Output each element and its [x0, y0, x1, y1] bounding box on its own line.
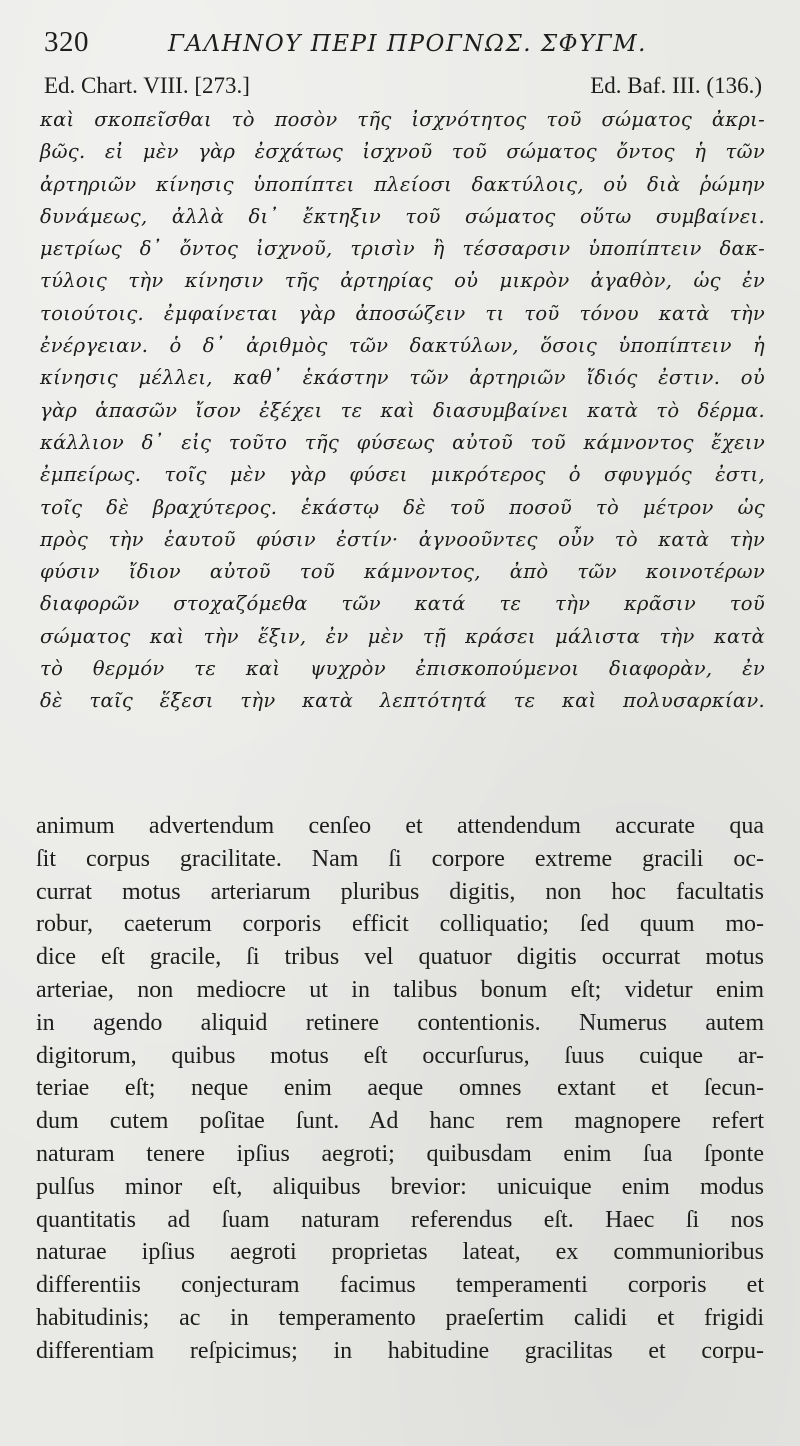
greek-line: κάλλιον δ᾽ εἰς τοῦτο τῆς φύσεως αὐτοῦ τοῦ κάμνοντος ἔχειν — [40, 430, 765, 454]
latin-line: ſit corpus gracilitate. Nam ſi corpore extreme gracili oc- — [36, 845, 764, 872]
latin-line: in agendo aliquid retinere contentionis. Numerus autem — [36, 1009, 764, 1036]
latin-line: habitudinis; ac in temperamento praeſertim calidi et frigidi — [36, 1304, 764, 1331]
latin-line: dice eſt gracile, ſi tribus vel quatuor digitis occurrat motus — [36, 944, 764, 971]
latin-line: dum cutem poſitae ſunt. Ad hanc rem magnopere refert — [36, 1108, 764, 1135]
greek-line: βῶς. εἰ μὲν γὰρ ἐσχάτως ἰσχνοῦ τοῦ σώματος ὄντος ἡ τῶν — [40, 140, 765, 164]
running-head — [44, 26, 760, 66]
greek-line: ἐνέργειαν. ὁ δ᾽ ἀριθμὸς τῶν δακτύλων, ὅσοις ὑποπίπτειν ἡ — [40, 334, 765, 358]
greek-line: ἀρτηριῶν κίνησις ὑποπίπτει πλείοσι δακτύλοις, οὐ διὰ ῥώμην — [40, 172, 765, 196]
latin-line: currat motus arteriarum pluribus digitis, non hoc facultatis — [36, 878, 764, 905]
edition-left: Ed. Chart. VIII. [273.] — [44, 73, 250, 98]
greek-line: τοῖς δὲ βραχύτερος. ἑκάστῳ δὲ τοῦ ποσοῦ τὸ μέτρον ὡς — [40, 495, 765, 519]
latin-line: quantitatis ad ſuam naturam referendus eſt. Haec ſi nos — [36, 1206, 764, 1233]
greek-line: μετρίως δ᾽ ὄντος ἰσχνοῦ, τρισὶν ἢ τέσσαρσιν ὑποπίπτειν δακ- — [40, 237, 765, 261]
greek-line: τοιούτοις. ἐμφαίνεται γὰρ ἀποσώζειν τι τοῦ τόνου κατὰ τὴν — [40, 301, 765, 325]
latin-text-block — [36, 810, 764, 1368]
edition-right: Ed. Baf. III. (136.) — [590, 73, 762, 98]
greek-line: δυνάμεως, ἀλλὰ δι᾽ ἔκτηξιν τοῦ σώματος οὕτω συμβαίνει. — [40, 204, 765, 228]
greek-line: σώματος καὶ τὴν ἕξιν, ἐν μὲν τῇ κράσει μάλιστα τὴν κατὰ — [40, 624, 765, 648]
greek-line: τὸ θερμόν τε καὶ ψυχρὸν ἐπισκοπούμενοι διαφορὰν, ἐν — [40, 657, 765, 681]
greek-line: διαφορῶν στοχαζόμεθα τῶν κατά τε τὴν κρᾶσιν τοῦ — [40, 592, 765, 616]
greek-line: ἐμπείρως. τοῖς μὲν γὰρ φύσει μικρότερος ὁ σφυγμός ἐστι, — [40, 463, 765, 487]
greek-line: δὲ ταῖς ἕξεσι τὴν κατὰ λεπτότητά τε καὶ πολυσαρκίαν. — [40, 689, 765, 713]
greek-line: πρὸς τὴν ἑαυτοῦ φύσιν ἐστίν· ἀγνοοῦντες οὖν τὸ κατὰ τὴν — [40, 527, 765, 551]
latin-line: naturae ipſius aegroti proprietas lateat, ex communioribus — [36, 1239, 764, 1266]
page-title: ΓΑΛΗΝΟΥ ΠΕΡΙ ΠΡΟΓΝΩΣ. ΣΦΥΓΜ. — [168, 31, 647, 57]
latin-line: differentiis conjecturam facimus temperamenti corporis et — [36, 1272, 764, 1299]
greek-text-block — [40, 104, 765, 718]
latin-line: teriae eſt; neque enim aeque omnes extant et ſecun- — [36, 1075, 764, 1102]
latin-line: naturam tenere ipſius aegroti; quibusdam enim ſua ſponte — [36, 1140, 764, 1167]
latin-line: robur, caeterum corporis efficit colliquatio; ſed quum mo- — [36, 911, 764, 938]
latin-line: differentiam reſpicimus; in habitudine gracilitas et corpu- — [36, 1337, 764, 1364]
greek-line: φύσιν ἴδιον αὐτοῦ τοῦ κάμνοντος, ἀπὸ τῶν κοινοτέρων — [40, 560, 765, 584]
greek-line: κίνησις μέλλει, καθ᾽ ἑκάστην τῶν ἀρτηριῶν ἴδιός ἐστιν. οὐ — [40, 366, 765, 390]
greek-line: γὰρ ἁπασῶν ἴσον ἐξέχει τε καὶ διασυμβαίνει κατὰ τὸ δέρμα. — [40, 398, 765, 422]
latin-line: digitorum, quibus motus eſt occurſurus, ſuus cuique ar- — [36, 1042, 764, 1069]
page-number: 320 — [44, 26, 89, 58]
latin-line: pulſus minor eſt, aliquibus brevior: unicuique enim modus — [36, 1173, 764, 1200]
edition-reference-line — [44, 73, 762, 99]
greek-line: καὶ σκοπεῖσθαι τὸ ποσὸν τῆς ἰσχνότητος τοῦ σώματος ἀκρι- — [40, 108, 765, 131]
greek-line: τύλοις τὴν κίνησιν τῆς ἀρτηρίας οὐ μικρὸν ἀγαθὸν, ὡς ἐν — [40, 269, 765, 293]
latin-line: animum advertendum cenſeo et attendendum accurate qua — [36, 813, 764, 839]
latin-line: arteriae, non mediocre ut in talibus bonum eſt; videtur enim — [36, 976, 764, 1003]
